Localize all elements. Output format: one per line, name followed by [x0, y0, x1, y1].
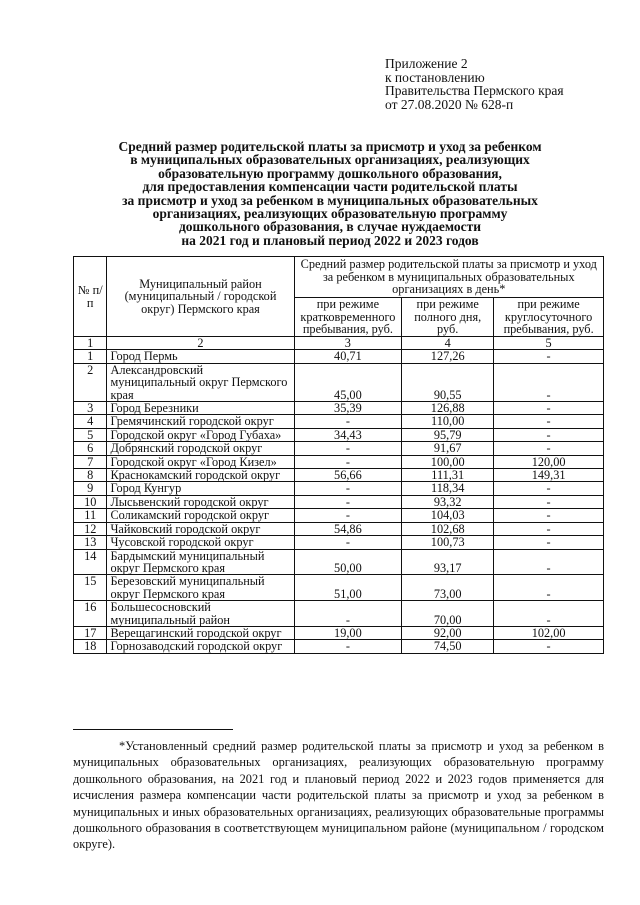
title-line: для предоставления компенсации части родительской платы — [142, 179, 518, 195]
round-clock-value: - — [494, 575, 604, 601]
short-stay-value: - — [294, 495, 402, 508]
col-number: 1 — [74, 337, 107, 350]
full-day-value: 118,34 — [402, 482, 494, 495]
full-day-value: 93,17 — [402, 549, 494, 575]
district-name: Гремячинский городской округ — [107, 415, 294, 428]
round-clock-value: - — [494, 442, 604, 455]
title-line: за присмотр и уход за ребенком в муниципальных образовательных — [122, 192, 538, 208]
round-clock-value: - — [494, 402, 604, 415]
table-row — [74, 640, 604, 653]
table-row — [74, 509, 604, 522]
round-clock-value: - — [494, 536, 604, 549]
appendix-line-1: Приложение 2 — [385, 56, 468, 71]
col-number: 2 — [107, 337, 294, 350]
full-day-value: 95,79 — [402, 428, 494, 441]
row-number: 6 — [74, 442, 107, 455]
round-clock-value: 120,00 — [494, 455, 604, 468]
row-number: 1 — [74, 350, 107, 363]
header-district: Муниципальный район (муниципальный / городской округ) Пермского края — [107, 257, 294, 337]
district-name: Горнозаводский городской округ — [107, 640, 294, 653]
district-name: Городской округ «Город Кизел» — [107, 455, 294, 468]
round-clock-value: - — [494, 640, 604, 653]
row-number: 15 — [74, 575, 107, 601]
short-stay-value: - — [294, 536, 402, 549]
payment-table — [73, 256, 604, 654]
header-group: Средний размер родительской платы за присмотр и уход за ребенком в муниципальных образовательных организациях в день* — [294, 257, 603, 298]
short-stay-value: - — [294, 455, 402, 468]
table-row — [74, 549, 604, 575]
round-clock-value: 149,31 — [494, 469, 604, 482]
table-row — [74, 469, 604, 482]
full-day-value: 111,31 — [402, 469, 494, 482]
full-day-value: 110,00 — [402, 415, 494, 428]
row-number: 14 — [74, 549, 107, 575]
full-day-value: 90,55 — [402, 363, 494, 401]
full-day-value: 93,32 — [402, 495, 494, 508]
round-clock-value: - — [494, 495, 604, 508]
full-day-value: 92,00 — [402, 626, 494, 639]
short-stay-value: 54,86 — [294, 522, 402, 535]
table-row — [74, 442, 604, 455]
district-name: Чусовской городской округ — [107, 536, 294, 549]
col-number: 5 — [494, 337, 604, 350]
round-clock-value: - — [494, 350, 604, 363]
round-clock-value: - — [494, 482, 604, 495]
row-number: 18 — [74, 640, 107, 653]
full-day-value: 70,00 — [402, 601, 494, 627]
round-clock-value: - — [494, 415, 604, 428]
title-line: на 2021 год и плановый период 2022 и 2023 годов — [181, 232, 479, 248]
round-clock-value: - — [494, 363, 604, 401]
short-stay-value: - — [294, 482, 402, 495]
row-number: 3 — [74, 402, 107, 415]
short-stay-value: - — [294, 442, 402, 455]
district-name: Лысьвенский городской округ — [107, 495, 294, 508]
full-day-value: 73,00 — [402, 575, 494, 601]
title-line: дошкольного образования, в случае нуждаемости — [178, 219, 482, 235]
appendix-line-2: к постановлению — [385, 69, 485, 85]
short-stay-value: 45,00 — [294, 363, 402, 401]
short-stay-value: - — [294, 640, 402, 653]
short-stay-value: - — [294, 415, 402, 428]
short-stay-value: 35,39 — [294, 402, 402, 415]
district-name: Чайковский городской округ — [107, 522, 294, 535]
table-row — [74, 601, 604, 627]
short-stay-value: 40,71 — [294, 350, 402, 363]
full-day-value: 102,68 — [402, 522, 494, 535]
short-stay-value: 19,00 — [294, 626, 402, 639]
row-number: 2 — [74, 363, 107, 401]
row-number: 7 — [74, 455, 107, 468]
table-row — [74, 495, 604, 508]
district-name: Александровский муниципальный округ Пермского края — [107, 363, 294, 401]
round-clock-value: - — [494, 509, 604, 522]
table-row — [74, 536, 604, 549]
district-name: Бардымский муниципальный округ Пермского края — [107, 549, 294, 575]
row-number: 13 — [74, 536, 107, 549]
district-name: Город Березники — [107, 402, 294, 415]
district-name: Город Пермь — [107, 350, 294, 363]
round-clock-value: - — [494, 428, 604, 441]
footnote-text: *Установленный средний размер родительской платы за присмотр и уход за ребенком в муниципальных образовательных организациях, реализующих образовательную программу дошкольного образования, на 2021 год и плановый период 2022 и 2023 годов применяется для исчисления размера компенсации части родительской платы за присмотр и уход за ребенком в муниципальных и иных образовательных организациях, реализующих образовательные программы дошкольного образования в соответствующем муниципальном районе (муниципальном / городском округе). — [73, 739, 604, 852]
table-row — [74, 482, 604, 495]
district-name: Большесосновский муниципальный район — [107, 601, 294, 627]
short-stay-value: - — [294, 601, 402, 627]
table-row — [74, 363, 604, 401]
document-title — [60, 140, 600, 247]
appendix-line-4: от 27.08.2020 № 628-п — [385, 96, 514, 112]
round-clock-value: - — [494, 522, 604, 535]
district-name: Соликамский городской округ — [107, 509, 294, 522]
short-stay-value: 50,00 — [294, 549, 402, 575]
row-number: 10 — [74, 495, 107, 508]
appendix-line-3: Правительства Пермского края — [385, 83, 564, 98]
full-day-value: 104,03 — [402, 509, 494, 522]
table-row — [74, 455, 604, 468]
table-row — [74, 575, 604, 601]
header-full-day: при режиме полного дня, руб. — [402, 298, 494, 337]
table-row — [74, 402, 604, 415]
short-stay-value: - — [294, 509, 402, 522]
column-number-row — [74, 337, 604, 350]
short-stay-value: 51,00 — [294, 575, 402, 601]
row-number: 4 — [74, 415, 107, 428]
round-clock-value: - — [494, 601, 604, 627]
col-number: 4 — [402, 337, 494, 350]
table-row — [74, 626, 604, 639]
district-name: Верещагинский городской округ — [107, 626, 294, 639]
round-clock-value: 102,00 — [494, 626, 604, 639]
district-name: Городской округ «Город Губаха» — [107, 428, 294, 441]
full-day-value: 100,00 — [402, 455, 494, 468]
footnote — [73, 738, 604, 853]
title-line: в муниципальных образовательных организациях, реализующих — [130, 152, 530, 168]
table-row — [74, 522, 604, 535]
short-stay-value: 56,66 — [294, 469, 402, 482]
col-number: 3 — [294, 337, 402, 350]
district-name: Краснокамский городской округ — [107, 469, 294, 482]
full-day-value: 100,73 — [402, 536, 494, 549]
row-number: 9 — [74, 482, 107, 495]
row-number: 12 — [74, 522, 107, 535]
row-number: 16 — [74, 601, 107, 627]
district-name: Город Кунгур — [107, 482, 294, 495]
row-number: 8 — [74, 469, 107, 482]
table-row — [74, 428, 604, 441]
full-day-value: 74,50 — [402, 640, 494, 653]
row-number: 17 — [74, 626, 107, 639]
full-day-value: 127,26 — [402, 350, 494, 363]
title-line: образовательную программу дошкольного образования, — [158, 165, 502, 181]
row-number: 11 — [74, 509, 107, 522]
full-day-value: 126,88 — [402, 402, 494, 415]
table-row — [74, 415, 604, 428]
title-line: Средний размер родительской платы за присмотр и уход за ребенком — [118, 139, 542, 154]
table-row — [74, 350, 604, 363]
header-num: № п/п — [74, 257, 107, 337]
row-number: 5 — [74, 428, 107, 441]
header-round-clock: при режиме круглосуточного пребывания, руб. — [494, 298, 604, 337]
round-clock-value: - — [494, 549, 604, 575]
title-line: организациях, реализующих образовательную программу — [152, 206, 508, 222]
full-day-value: 91,67 — [402, 442, 494, 455]
header-short-stay: при режиме кратковременного пребывания, руб. — [294, 298, 402, 337]
district-name: Добрянский городской округ — [107, 442, 294, 455]
appendix-block — [385, 57, 564, 111]
footnote-divider — [73, 729, 233, 730]
short-stay-value: 34,43 — [294, 428, 402, 441]
district-name: Березовский муниципальный округ Пермского края — [107, 575, 294, 601]
table-body — [74, 350, 604, 653]
